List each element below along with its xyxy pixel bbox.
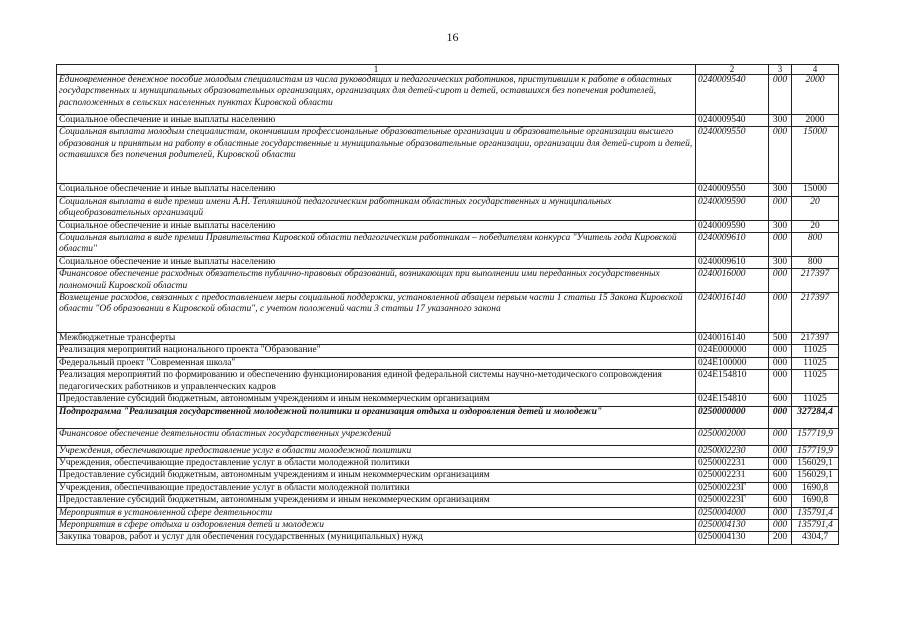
row-name-cell: Учреждения, обеспечивающие предоставление услуг в области молодежной политики — [57, 457, 696, 469]
row-amount-cell: 2000 — [792, 75, 839, 115]
row-code-cell: 0240009590 — [696, 196, 769, 220]
row-amount-cell: 20 — [792, 220, 839, 232]
row-type-cell: 000 — [769, 196, 792, 220]
table-row — [57, 256, 839, 268]
row-name-cell: Предоставление субсидий бюджетным, автономным учреждениям и иным некоммерческим организациям — [57, 495, 696, 507]
row-amount-cell: 15000 — [792, 184, 839, 196]
table-row — [57, 370, 839, 394]
table-row — [57, 406, 839, 428]
row-amount-cell: 135791,4 — [792, 507, 839, 519]
row-amount-cell: 800 — [792, 256, 839, 268]
row-name-cell: Мероприятия в сфере отдыха и оздоровления детей и молодежи — [57, 519, 696, 531]
row-code-cell: 0240016000 — [696, 269, 769, 293]
row-type-cell: 000 — [769, 233, 792, 257]
row-name-cell: Федеральный проект "Современная школа" — [57, 357, 696, 369]
row-code-cell: 0250004000 — [696, 507, 769, 519]
row-amount-cell: 156029,1 — [792, 470, 839, 482]
row-name-cell: Учреждения, обеспечивающие предоставление услуг в области молодежной политики — [57, 445, 696, 457]
row-code-cell: 0240009610 — [696, 233, 769, 257]
row-type-cell: 200 — [769, 532, 792, 545]
row-name-cell: Социальное обеспечение и иные выплаты населению — [57, 184, 696, 196]
row-type-cell: 000 — [769, 445, 792, 457]
row-code-cell: 024E000000 — [696, 345, 769, 357]
row-name-cell: Социальная выплата молодым специалистам, окончившим профессиональные образовательные организации и образовательные организации высшего образования и принятым на работу в областные государственные и муниципальные образовательные организации, организации для детей-сирот и детей, оставшихся без попечения родителей, Кировской области — [57, 127, 696, 184]
table-row — [57, 445, 839, 457]
row-type-cell: 600 — [769, 495, 792, 507]
row-type-cell: 000 — [769, 406, 792, 428]
row-code-cell: 0240016140 — [696, 333, 769, 345]
table-row — [57, 495, 839, 507]
row-name-cell: Предоставление субсидий бюджетным, автономным учреждениям и иным некоммерческим организациям — [57, 470, 696, 482]
header-col-3: 3 — [769, 65, 792, 75]
table-row — [57, 532, 839, 545]
budget-table — [56, 64, 839, 545]
row-type-cell: 300 — [769, 256, 792, 268]
row-code-cell: 024E100000 — [696, 357, 769, 369]
table-row — [57, 184, 839, 196]
table-row — [57, 269, 839, 293]
row-amount-cell: 1690,8 — [792, 482, 839, 494]
row-code-cell: 0240009550 — [696, 184, 769, 196]
row-code-cell: 024E154810 — [696, 370, 769, 394]
table-row — [57, 470, 839, 482]
row-name-cell: Социальное обеспечение и иные выплаты населению — [57, 115, 696, 127]
row-amount-cell: 11025 — [792, 394, 839, 406]
row-code-cell: 0240009590 — [696, 220, 769, 232]
row-amount-cell: 4304,7 — [792, 532, 839, 545]
row-amount-cell: 135791,4 — [792, 519, 839, 531]
row-amount-cell: 800 — [792, 233, 839, 257]
table-row — [57, 75, 839, 115]
row-type-cell: 000 — [769, 457, 792, 469]
table-header-row — [57, 65, 839, 75]
row-type-cell: 000 — [769, 519, 792, 531]
row-type-cell: 000 — [769, 357, 792, 369]
row-code-cell: 0240009540 — [696, 115, 769, 127]
row-name-cell: Мероприятия в установленной сфере деятельности — [57, 507, 696, 519]
table-row — [57, 333, 839, 345]
row-type-cell: 600 — [769, 394, 792, 406]
table-row — [57, 519, 839, 531]
row-name-cell: Социальная выплата в виде премии Правительства Кировской области педагогическим работникам – победителям конкурса "Учитель года Кировской области" — [57, 233, 696, 257]
row-type-cell: 000 — [769, 293, 792, 333]
row-name-cell: Предоставление субсидий бюджетным, автономным учреждениям и иным некоммерческим организациям — [57, 394, 696, 406]
row-amount-cell: 1690,8 — [792, 495, 839, 507]
row-type-cell: 000 — [769, 75, 792, 115]
row-amount-cell: 157719,9 — [792, 428, 839, 445]
table-row — [57, 428, 839, 445]
row-type-cell: 000 — [769, 269, 792, 293]
page-number: 16 — [446, 30, 459, 44]
table-row — [57, 115, 839, 127]
row-amount-cell: 217397 — [792, 269, 839, 293]
row-amount-cell: 2000 — [792, 115, 839, 127]
table-row — [57, 457, 839, 469]
row-code-cell: 0240009550 — [696, 127, 769, 184]
row-name-cell: Реализация мероприятий по формированию и обеспечению функционирования единой федеральной системы научно-методического сопровождения педагогических работников и управленческих кадров — [57, 370, 696, 394]
row-code-cell: 0240009540 — [696, 75, 769, 115]
table-row — [57, 507, 839, 519]
row-type-cell: 000 — [769, 345, 792, 357]
row-type-cell: 300 — [769, 115, 792, 127]
row-amount-cell: 20 — [792, 196, 839, 220]
table-row — [57, 482, 839, 494]
row-type-cell: 000 — [769, 507, 792, 519]
table-row — [57, 127, 839, 184]
row-name-cell: Закупка товаров, работ и услуг для обеспечения государственных (муниципальных) нужд — [57, 532, 696, 545]
row-code-cell: 025000223Г — [696, 495, 769, 507]
row-code-cell: 0250002231 — [696, 470, 769, 482]
row-code-cell: 0250002231 — [696, 457, 769, 469]
row-amount-cell: 327284,4 — [792, 406, 839, 428]
row-code-cell: 0240016140 — [696, 293, 769, 333]
row-type-cell: 000 — [769, 482, 792, 494]
row-type-cell: 000 — [769, 370, 792, 394]
row-amount-cell: 11025 — [792, 370, 839, 394]
row-name-cell: Реализация мероприятий национального проекта "Образование" — [57, 345, 696, 357]
row-amount-cell: 157719,9 — [792, 445, 839, 457]
table-row — [57, 220, 839, 232]
row-name-cell: Финансовое обеспечение деятельности областных государственных учреждений — [57, 428, 696, 445]
row-code-cell: 0240009610 — [696, 256, 769, 268]
row-code-cell: 0250002000 — [696, 428, 769, 445]
row-amount-cell: 217397 — [792, 293, 839, 333]
row-name-cell: Социальное обеспечение и иные выплаты населению — [57, 220, 696, 232]
table-row — [57, 345, 839, 357]
table-row — [57, 293, 839, 333]
header-col-4: 4 — [792, 65, 839, 75]
row-name-cell: Подпрограмма "Реализация государственной молодежной политики и организация отдыха и оздоровления детей и молодежи" — [57, 406, 696, 428]
table-row — [57, 357, 839, 369]
header-col-1: 1 — [57, 65, 696, 75]
row-code-cell: 0250004130 — [696, 519, 769, 531]
row-name-cell: Единовременное денежное пособие молодым специалистам из числа руководящих и педагогических работников, приступившим к работе в областных государственных и муниципальных образовательных организациях, организациях для детей-сирот и детей, оставшихся без попечения родителей, расположенных в сельских населенных пунктах Кировской области — [57, 75, 696, 115]
row-name-cell: Межбюджетные трансферты — [57, 333, 696, 345]
row-type-cell: 600 — [769, 470, 792, 482]
row-amount-cell: 217397 — [792, 333, 839, 345]
row-type-cell: 500 — [769, 333, 792, 345]
row-code-cell: 0250002230 — [696, 445, 769, 457]
row-amount-cell: 15000 — [792, 127, 839, 184]
row-amount-cell: 11025 — [792, 345, 839, 357]
table-row — [57, 394, 839, 406]
row-code-cell: 0250000000 — [696, 406, 769, 428]
row-type-cell: 000 — [769, 127, 792, 184]
row-type-cell: 300 — [769, 220, 792, 232]
row-amount-cell: 11025 — [792, 357, 839, 369]
table-row — [57, 233, 839, 257]
row-name-cell: Социальное обеспечение и иные выплаты населению — [57, 256, 696, 268]
row-code-cell: 024E154810 — [696, 394, 769, 406]
row-name-cell: Возмещение расходов, связанных с предоставлением меры социальной поддержки, установленной абзацем первым части 1 статьи 15 Закона Кировской области "Об образовании в Кировской области", с учетом положений части 3 статьи 17 указанного закона — [57, 293, 696, 333]
table-row — [57, 196, 839, 220]
row-amount-cell: 156029,1 — [792, 457, 839, 469]
row-name-cell: Финансовое обеспечение расходных обязательств публично-правовых образований, возникающих при выполнении ими переданных государственных полномочий Кировской области — [57, 269, 696, 293]
row-type-cell: 000 — [769, 428, 792, 445]
row-name-cell: Учреждения, обеспечивающие предоставление услуг в области молодежной политики — [57, 482, 696, 494]
row-type-cell: 300 — [769, 184, 792, 196]
header-col-2: 2 — [696, 65, 769, 75]
row-name-cell: Социальная выплата в виде премии имени А.Н. Тепляшиной педагогическим работникам областных государственных и муниципальных общеобразовательных организаций — [57, 196, 696, 220]
row-code-cell: 0250004130 — [696, 532, 769, 545]
row-code-cell: 025000223Г — [696, 482, 769, 494]
